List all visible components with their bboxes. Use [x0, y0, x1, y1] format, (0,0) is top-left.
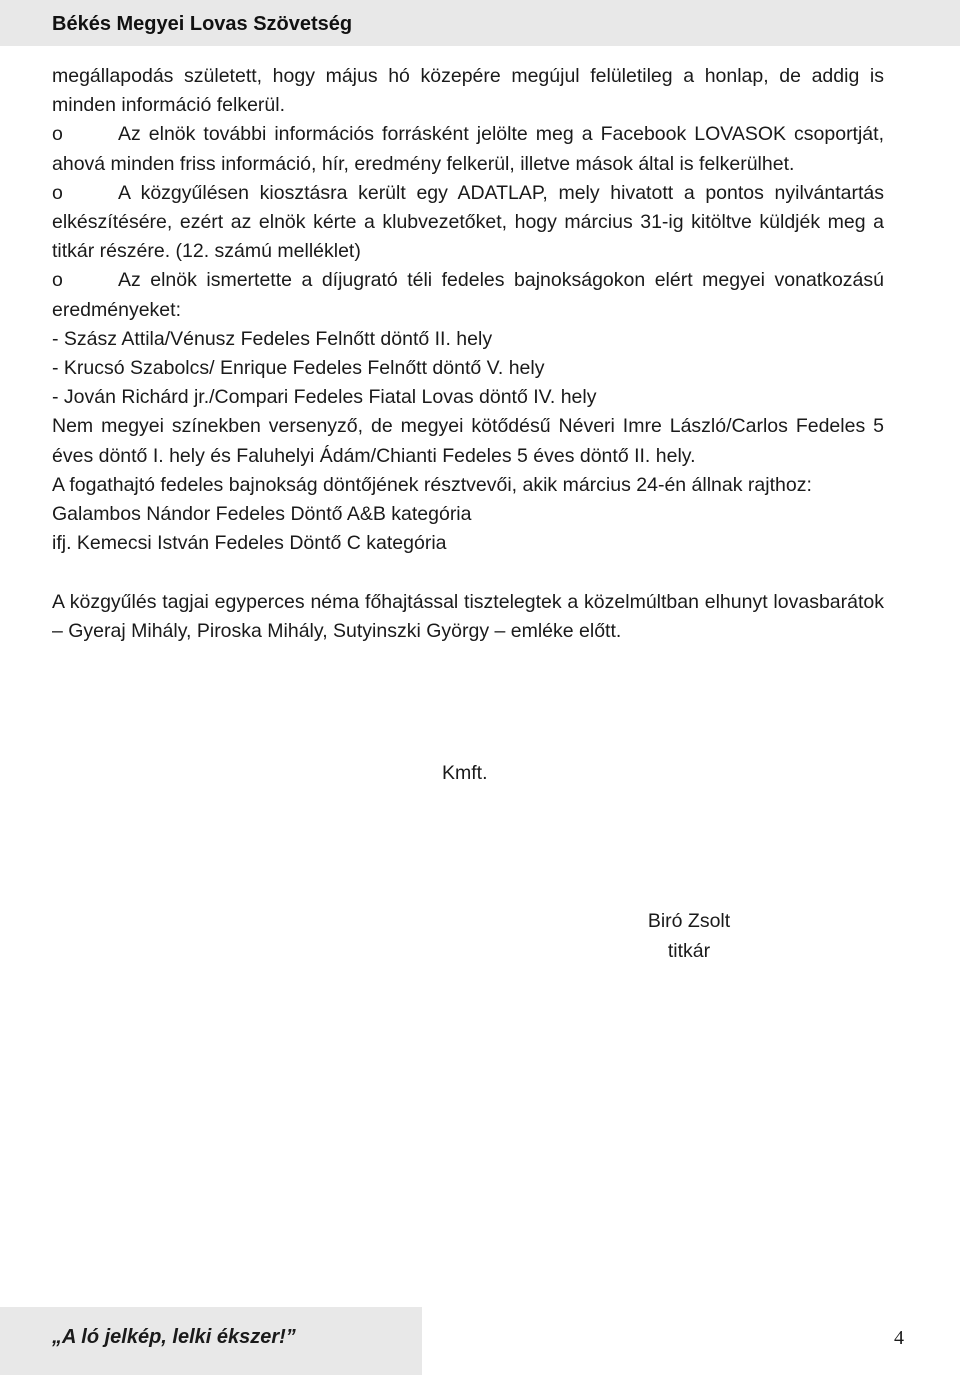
footer-motto: „A ló jelkép, lelki ékszer!” [52, 1326, 296, 1348]
page-header [0, 0, 960, 46]
paragraph-nonlocal-results: Nem megyei színekben versenyző, de megyei kötődésű Néveri Imre László/Carlos Fedeles 5 éves döntő I. hely és Faluhelyi Ádám/Chianti Fedeles 5 éves döntő II. hely. [52, 415, 884, 467]
bullet-item-adatlap [52, 179, 884, 267]
bullet-item-results [52, 266, 884, 324]
paragraph-memorial: A közgyűlés tagjai egyperces néma főhajtással tisztelegtek a közelmúltban elhunyt lovasbarátok – Gyeraj Mihály, Piroska Mihály, Sutyinszki György – emléke előtt. [52, 590, 884, 642]
signer-name: Biró Zsolt [647, 910, 731, 932]
paragraph-website: megállapodás született, hogy május hó közepére megújul felületileg a honlap, de addig is minden információ felkerül. [52, 65, 884, 117]
driver-line: Galambos Nándor Fedeles Döntő A&B kategória [52, 503, 472, 526]
bullet-item-text: Az elnök további információs forrásként jelölte meg a Facebook LOVASOK csoportját, ahová minden friss információ, hír, eredmény felkerül, illetve mások által is felkerülhet. [52, 123, 884, 175]
closing-kmft: Kmft. [442, 762, 488, 784]
result-line: - Szász Attila/Vénusz Fedeles Felnőtt döntő II. hely [52, 327, 493, 350]
paragraph-driving-championship: A fogathajtó fedeles bajnokság döntőjének résztvevői, akik március 24-én állnak rajthoz: [52, 473, 812, 496]
organization-title: Békés Megyei Lovas Szövetség [52, 13, 353, 35]
bullet-item-facebook [52, 120, 884, 178]
spacer [52, 558, 884, 587]
bullet-item-text: A közgyűlésen kiosztásra került egy ADATLAP, mely hivatott a pontos nyilvántartás elkészítésére, ezért az elnök kérte a klubvezetőket, hogy március 31-ig kitöltve küldjék meg a titkár részére. (12. számú melléklet) [52, 181, 884, 263]
driver-line: ifj. Kemecsi István Fedeles Döntő C kategória [52, 532, 447, 555]
bullet-item-text: Az elnök ismertette a díjugrató téli fedeles bajnokságokon elért megyei vonatkozású eredményeket: [52, 269, 884, 321]
page-number: 4 [894, 1327, 904, 1349]
result-line: - Jován Richárd jr./Compari Fedeles Fiatal Lovas döntő IV. hely [52, 386, 597, 409]
bullet-marker: o [52, 123, 63, 146]
signature-block [642, 906, 736, 966]
document-body [52, 62, 884, 646]
signer-role: titkár [667, 940, 711, 962]
result-line: - Krucsó Szabolcs/ Enrique Fedeles Felnőtt döntő V. hely [52, 357, 545, 380]
bullet-marker: o [52, 269, 63, 292]
bullet-marker: o [52, 181, 63, 204]
